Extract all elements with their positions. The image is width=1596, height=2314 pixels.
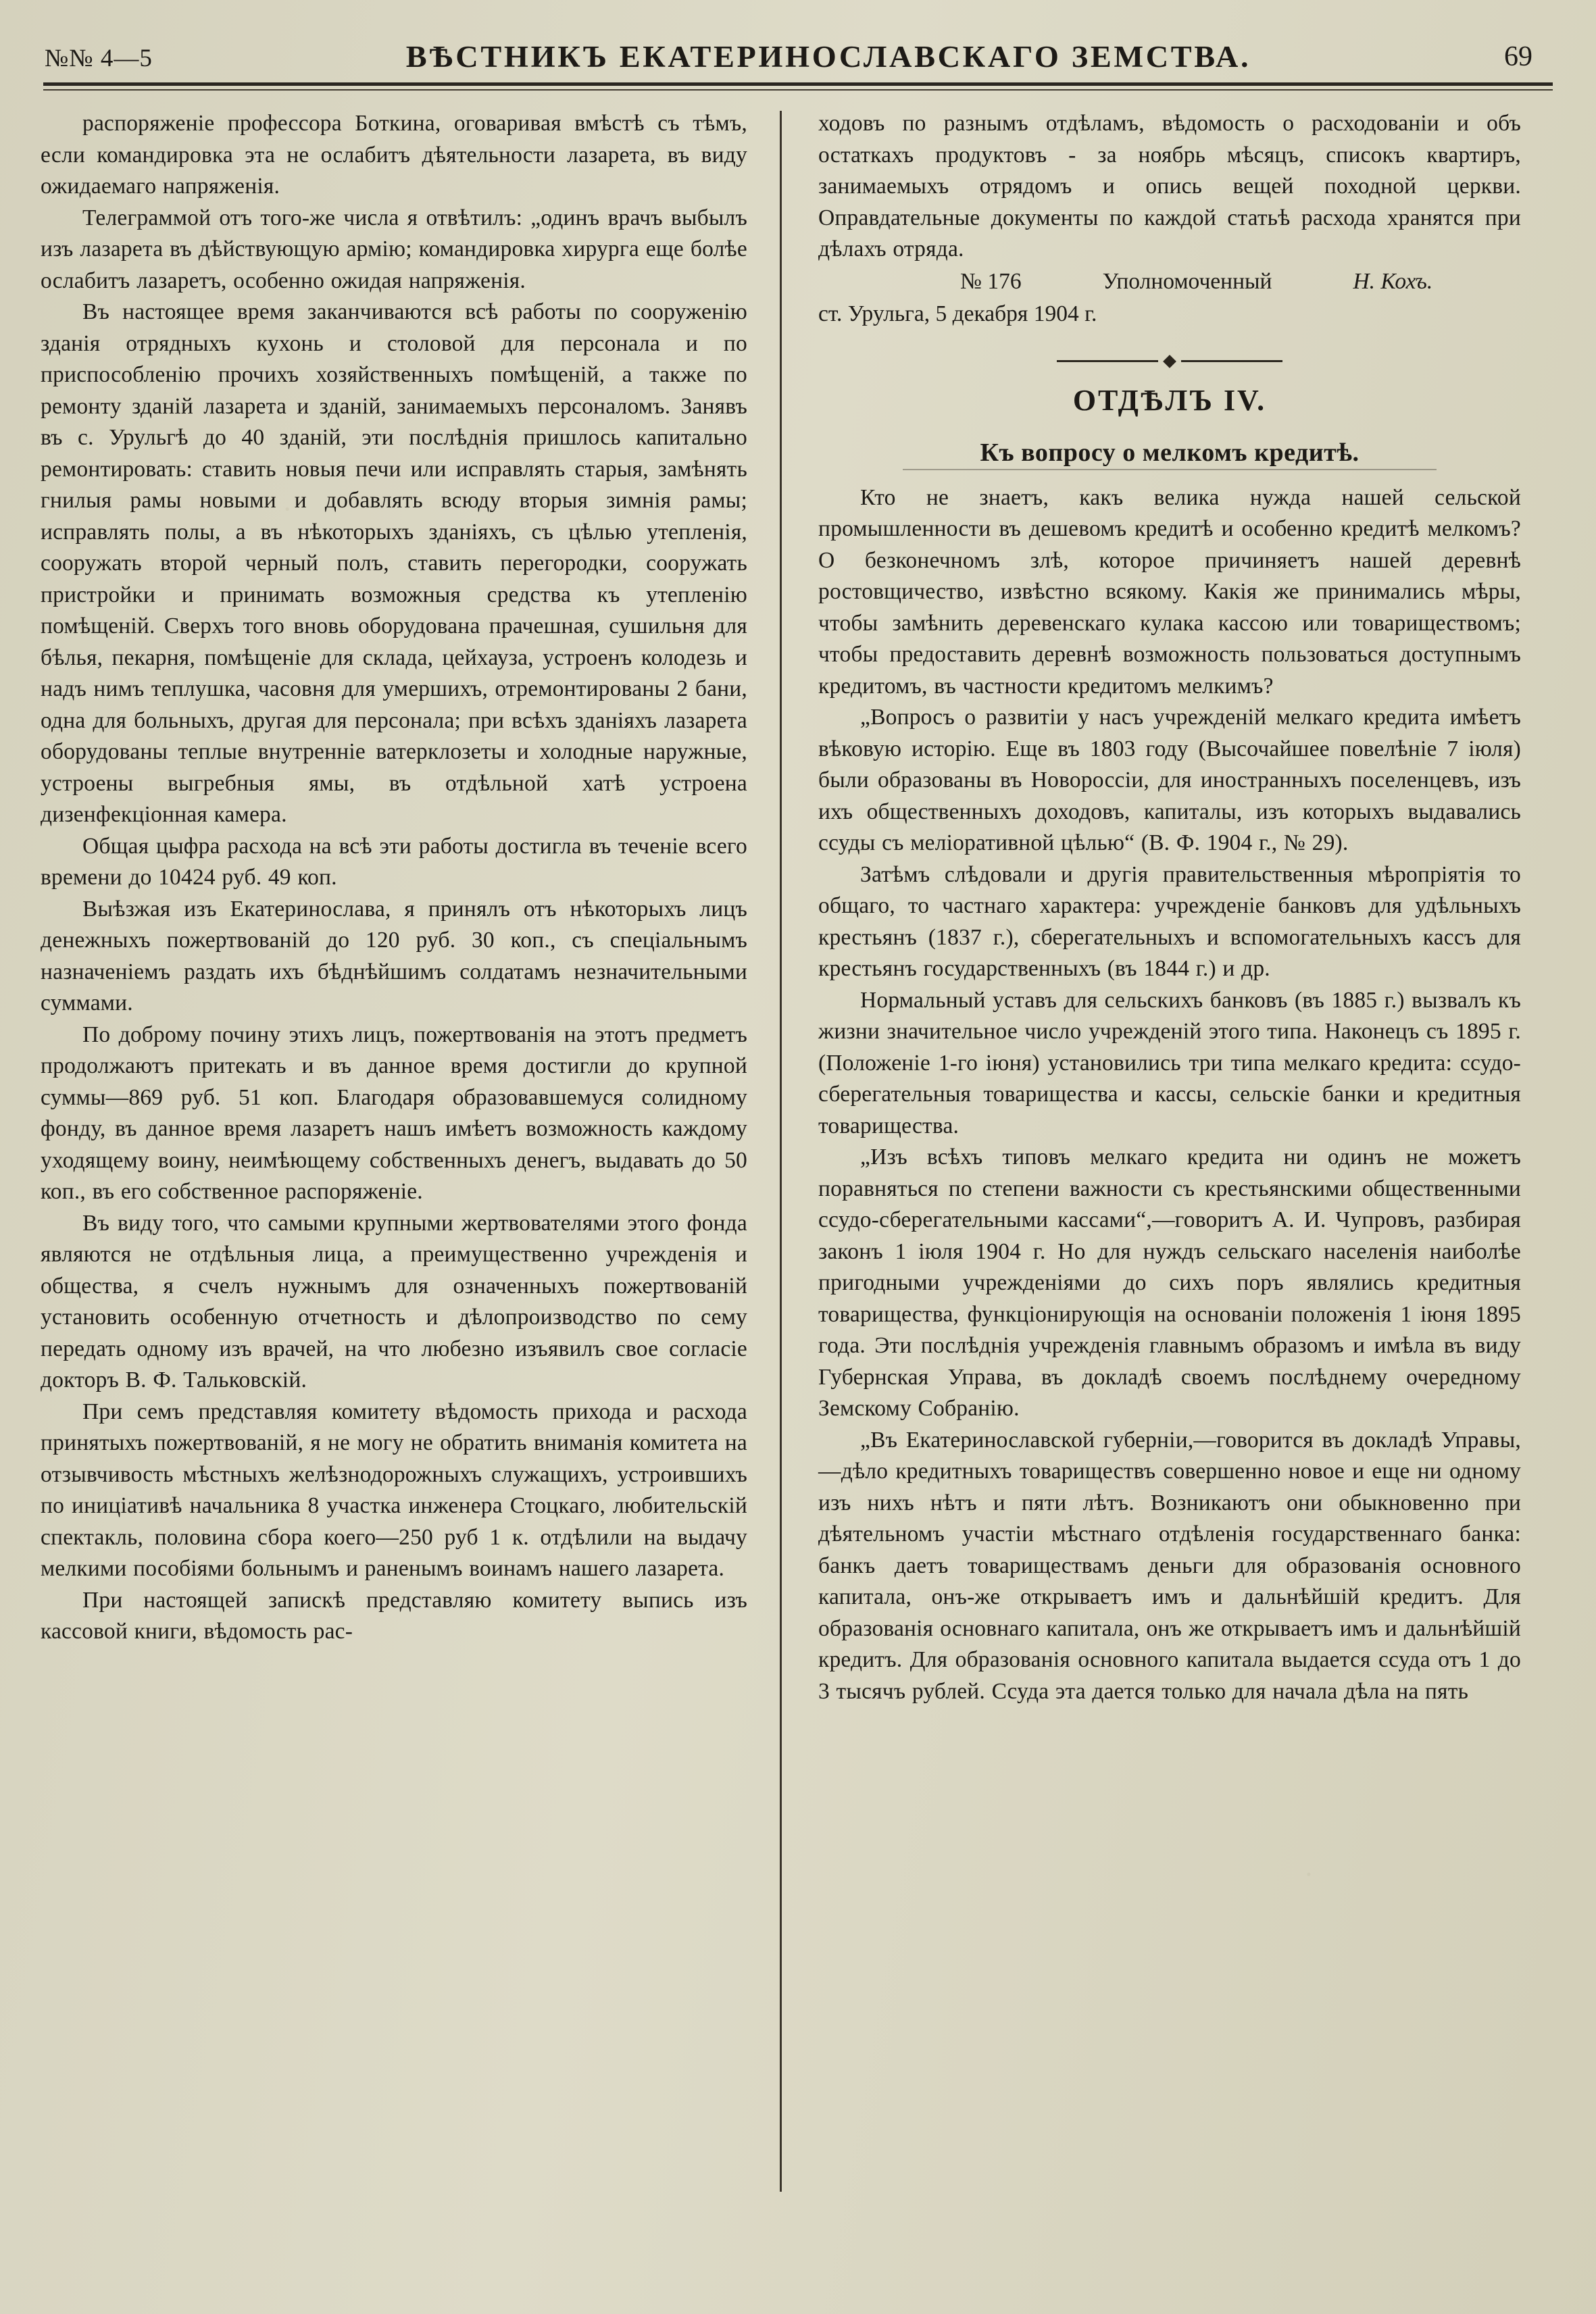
signature-role: Уполномоченный [1102,268,1272,294]
section-title: ОТДѢЛЪ IV. [1072,383,1267,417]
paragraph: распоряженіе профессора Боткина, оговаривая вмѣстѣ съ тѣмъ, если командировка эта не ослабитъ дѣятельности лазарета, въ виду ожидаемаго напряженія. [41,111,747,199]
paragraph: Общая цыфра расхода на всѣ эти работы достигла въ теченіе всего времени до 10424 руб. 49 коп. [41,833,747,890]
paragraph: ходовъ по разнымъ отдѣламъ, вѣдомость о расходованіи и объ остаткахъ продуктовъ - за ноябрь мѣсяцъ, списокъ квартиръ, занимаемыхъ отрядомъ и опись вещей походной церкви. Оправдательные документы по каждой статьѣ расхода хранятся при дѣлахъ отряда. [818,111,1521,261]
document-number: № 176 [960,268,1022,294]
article-title: Къ вопросу о мелкомъ кредитѣ. [818,438,1521,468]
left-column [41,108,774,2257]
ornament-bar-left [1057,360,1158,362]
paragraph: Нормальный уставъ для сельскихъ банковъ (въ 1885 г.) вызвалъ къ жизни значительное число учрежденій этого типа. Наконецъ съ 1895 г. (Положеніе 1-го іюня) установились три типа мелкаго кредита: ссудо-сберегательныя товарищества и кассы, сельскіе банки и кредитныя товарищества. [818,987,1521,1138]
signature-place-date: ст. Урульга, 5 декабря 1904 г. [818,301,1097,326]
paragraph: Выѣзжая изъ Екатеринослава, я принялъ отъ нѣкоторыхъ лицъ денежныхъ пожертвованій до 120 руб. 30 коп., съ спеціальнымъ назначеніемъ раздать ихъ бѣднѣйшимъ солдатамъ незначительными суммами. [41,896,747,1015]
paragraph: Въ виду того, что самыми крупными жертвователями этого фонда являются не отдѣльныя лица, а преимущественно учрежденія и общества, я счелъ нужнымъ для означенныхъ пожертвованій установить особенную отчетность и дѣлопроизводство по сему передать одному изъ врачей, на что любезно изъявилъ свое согласіе докторъ В. Ф. Тальковскій. [41,1210,747,1392]
column-divider [780,111,782,2192]
paragraph: Кто не знаетъ, какъ велика нужда нашей сельской промышленности въ дешевомъ кредитѣ и особенно кредитѣ мелкомъ? О безконечномъ злѣ, которое причиняетъ нашей деревнѣ ростовщичество, извѣстно всякому. Какія же принимались мѣры, чтобы замѣнить деревенскаго кулака кассою или товариществомъ; чтобы предоставить деревнѣ возможность пользоваться доступнымъ кредитомъ, въ частности кредитомъ мелкимъ? [818,484,1521,699]
issue-number: №№ 4—5 [45,45,153,72]
signature-name: Н. Кохъ. [1353,268,1433,294]
paragraph: По доброму почину этихъ лицъ, пожертвованія на этотъ предметъ продолжаютъ притекать и въ данное время достигли до крупной суммы—869 руб. 51 коп. Благодаря образовавшемуся солидному фонду, въ данное время лазаретъ нашъ имѣетъ возможность каждому уходящему воину, неимѣющему собственныхъ денегъ, выдавать до 50 коп., въ его собственное распоряженіе. [41,1022,747,1204]
ornament-diamond-icon [1163,355,1176,368]
section-ornament [818,351,1521,374]
running-head [41,0,1555,82]
header-rule-thin [43,89,1553,91]
paragraph: Въ настоящее время заканчиваются всѣ работы по сооруженію зданія отрядныхъ кухонь и столовой для персонала и по приспособленію прочихъ хозяйственныхъ помѣщеній, а также по ремонту зданій лазарета и зданій, занимаемыхъ персоналомъ. Занявъ въ с. Урульгѣ до 40 зданій, эти послѣднія пришлось капитально ремонтировать: ставить новыя печи или исправлять старыя, замѣнять гнилыя рамы новыми и добавлять всюду вторыя зимнія рамы; исправлять полы, а въ нѣкоторыхъ зданіяхъ, съ цѣлью утепленія, сооружать второй черный полъ, ставить перегородки, сооружать пристройки и принимать возможныя средства къ утепленію помѣщеній. Сверхъ того вновь оборудована прачешная, сушильня для бѣлья, пекарня, помѣщеніе для склада, цейхауза, устроенъ колодезь и надъ нимъ теплушка, часовня для умершихъ, отремонтированы 2 бани, одна для больныхъ, другая для персонала; при всѣхъ зданіяхъ лазарета оборудованы теплые внутренніе ватерклозеты и холодные наружные, устроены выгребныя ямы, въ отдѣльной хатѣ устроена дизенфекціонная камера. [41,299,747,827]
page-number: 69 [1503,41,1532,72]
paragraph: Телеграммой отъ того-же числа я отвѣтилъ: „одинъ врачъ выбылъ изъ лазарета въ дѣйствующую армію; командировка хирурга еще болѣе ослабитъ лазаретъ, особенно ожидая напряженія. [41,205,747,293]
signature-block [818,266,1521,298]
paragraph: Затѣмъ слѣдовали и другія правительственныя мѣропріятія то общаго, то частнаго характера: учрежденіе банковъ для удѣльныхъ крестьянъ (1837 г.), сберегательныхъ и вспомогательныхъ кассъ для крестьянъ государственныхъ (въ 1844 г.) и др. [818,861,1521,981]
right-column [787,108,1521,2257]
journal-title: ВѢСТНИКЪ ЕКАТЕРИНОСЛАВСКАГО ЗЕМСТВА. [405,40,1251,74]
body-columns [41,108,1555,2257]
paragraph: „Изъ всѣхъ типовъ мелкаго кредита ни одинъ не можетъ поравняться по степени важности съ крестьянскими общественными ссудо-сберегательными кассами“,—говоритъ А. И. Чупровъ, разбирая законъ 1 іюля 1904 г. Но для нуждъ сельскаго населенія наиболѣе пригодными учрежденіями до сихъ поръ являлись кредитныя товарищества, функціонирующія на основаніи положенія 1 іюня 1895 года. Эти послѣднія учрежденія главнымъ образомъ и имѣла въ виду Губернская Управа, въ докладѣ своемъ послѣднему очередному Земскому Собранію. [818,1145,1521,1421]
paragraph: При настоящей запискѣ представляю комитету выпись изъ кассовой книги, вѣдомость рас- [41,1587,747,1644]
ornament-bar-right [1181,360,1282,362]
paragraph: „Вопросъ о развитіи у насъ учрежденій мелкаго кредита имѣетъ вѣковую исторію. Еще въ 1803 году (Высочайшее повелѣніе 7 іюля) были образованы въ Новороссіи, для иностранныхъ поселенцевъ, изъ ихъ общественныхъ доходовъ, капиталы, изъ которыхъ выдавались ссуды съ меліоративной цѣлью“ (В. Ф. 1904 г., № 29). [818,705,1521,855]
paragraph: „Въ Екатеринославской губерніи,—говорится въ докладѣ Управы,—дѣло кредитныхъ товариществъ совершенно новое и еще ни одному изъ нихъ нѣтъ и пяти лѣтъ. Возникаютъ они обыкновенно при дѣятельномъ участіи мѣстнаго отдѣленія государственнаго банка: банкъ даетъ товариществамъ деньги для образованія основного капитала, онъ-же открываетъ имъ и дальнѣйшій кредитъ. Для образованія основнаго капитала, онъ же открываетъ имъ и дальнѣйшій кредитъ. Для образованія основного капитала выдается ссуда отъ 1 до 3 тысячъ рублей. Ссуда эта дается только для начала дѣла на пять [818,1427,1521,1704]
header-rule [43,82,1553,86]
paragraph: При семъ представляя комитету вѣдомость прихода и расхода принятыхъ пожертвованій, я не могу не обратить вниманія комитета на отзывчивость мѣстныхъ желѣзнодорожныхъ служащихъ, устроившихъ по иниціативѣ начальника 8 участка инженера Стоцкаго, любительскій спектакль, половина сбора коего—250 руб 1 к. отдѣлили на выдачу мелкими пособіями больнымъ и раненымъ воинамъ нашего лазарета. [41,1399,747,1581]
